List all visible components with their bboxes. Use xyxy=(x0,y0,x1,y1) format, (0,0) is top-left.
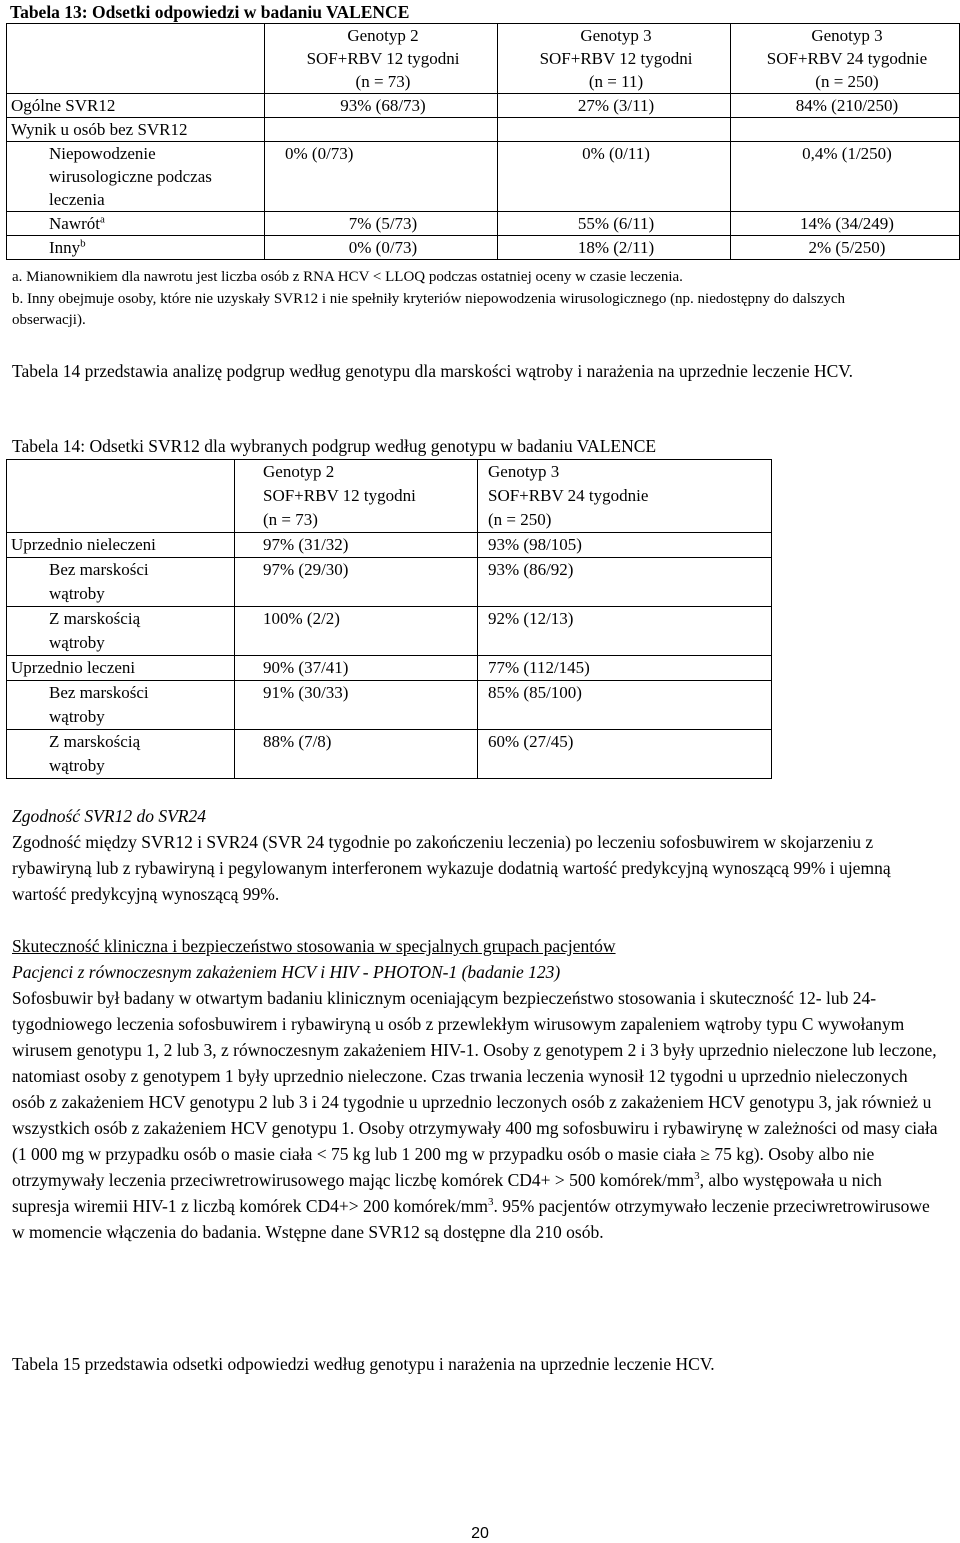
table-row xyxy=(7,236,960,260)
row-label: Ogólne SVR12 xyxy=(7,94,265,118)
photon-heading: Pacjenci z równoczesnym zakażeniem HCV i HIV - PHOTON-1 (badanie 123) xyxy=(12,962,561,982)
cell-value: 97% (31/32) xyxy=(235,533,478,558)
table-row xyxy=(7,533,772,558)
table13-header-col1 xyxy=(265,24,498,94)
cell-value: 91% (30/33) xyxy=(235,681,478,730)
cell-value: 14% (34/249) xyxy=(731,212,960,236)
footnote-marker: b xyxy=(80,237,86,250)
table-row xyxy=(7,212,960,236)
cell-value: 93% (68/73) xyxy=(265,94,498,118)
table-row xyxy=(7,94,960,118)
header-genotype: Genotyp 3 xyxy=(580,26,652,45)
cell-value: 93% (86/92) xyxy=(478,558,772,607)
table13 xyxy=(6,23,960,260)
table14-header-empty xyxy=(7,460,235,533)
cell-value: 7% (5/73) xyxy=(265,212,498,236)
row-label: Bez marskości wątroby xyxy=(7,558,235,607)
cell-value: 18% (2/11) xyxy=(498,236,731,260)
cell-value xyxy=(498,118,731,142)
superscript-3: 3 xyxy=(487,1196,494,1209)
cell-value: 92% (12/13) xyxy=(478,607,772,656)
row-label: Niepowodzenie wirusologiczne podczas leczenia xyxy=(7,142,265,212)
cell-value: 0% (0/73) xyxy=(265,236,498,260)
header-n: (n = 73) xyxy=(263,510,318,529)
table14-caption: Tabela 14: Odsetki SVR12 dla wybranych podgrup według genotypu w badaniu VALENCE xyxy=(12,436,657,456)
concordance-heading: Zgodność SVR12 do SVR24 xyxy=(12,806,206,826)
header-regimen: SOF+RBV 12 tygodni xyxy=(306,49,460,68)
header-n: (n = 250) xyxy=(815,72,879,91)
table13-header-empty xyxy=(7,24,265,94)
header-n: (n = 11) xyxy=(588,72,644,91)
cell-value xyxy=(265,118,498,142)
header-genotype: Genotyp 2 xyxy=(347,26,419,45)
cell-value: 0% (0/73) xyxy=(265,142,498,212)
table-row xyxy=(7,558,772,607)
cell-value xyxy=(731,118,960,142)
cell-value: 85% (85/100) xyxy=(478,681,772,730)
table-row xyxy=(7,142,960,212)
header-genotype: Genotyp 3 xyxy=(811,26,883,45)
cell-value: 97% (29/30) xyxy=(235,558,478,607)
table13-footnote-a: a. Mianownikiem dla nawrotu jest liczba osób z RNA HCV < LLOQ podczas ostatniej oceny w czasie leczenia. xyxy=(12,269,683,285)
table13-header-col2 xyxy=(498,24,731,94)
header-genotype: Genotyp 3 xyxy=(488,462,560,481)
table13-caption: Tabela 13: Odsetki odpowiedzi w badaniu VALENCE xyxy=(10,2,410,22)
row-label: Z marskością wątroby xyxy=(7,730,235,779)
cell-value: 0,4% (1/250) xyxy=(731,142,960,212)
table15-intro: Tabela 15 przedstawia odsetki odpowiedzi według genotypu i narażenia na uprzednie leczenie HCV. xyxy=(12,1354,715,1374)
cell-value: 84% (210/250) xyxy=(731,94,960,118)
special-populations-heading: Skuteczność kliniczna i bezpieczeństwo stosowania w specjalnych grupach pacjentów xyxy=(12,936,616,956)
table13-footnote-b: b. Inny obejmuje osoby, które nie uzyskały SVR12 i nie spełniły kryteriów niepowodzenia wirusologicznego (np. niedostępny do dalszych obserwacji). xyxy=(12,291,846,328)
header-regimen: SOF+RBV 12 tygodni xyxy=(539,49,693,68)
table14-intro: Tabela 14 przedstawia analizę podgrup według genotypu dla marskości wątroby i narażenia na uprzednie leczenie HCV. xyxy=(12,361,854,381)
photon-text: Sofosbuwir był badany w otwartym badaniu klinicznym oceniającym bezpieczeństwo stosowania i skuteczność 12- lub 24-tygodniowego leczenia sofosbuwirem i rybawiryną u osób z przewlekłym wirusowym zapaleniem wątroby typu C wywołanym wirusem genotypu 1, 2 lub 3, z równoczesnym zakażeniem HIV-1. Osoby z genotypem 2 i 3 były uprzednio nieleczone lub leczone, natomiast osoby z genotypem 1 były uprzednio nieleczone. Czas trwania leczenia wynosił 12 tygodni u uprzednio nieleczonych osób z zakażeniem HCV genotypu 2 lub 3 i 24 tygodnie u uprzednio leczonych osób z zakażeniem HCV genotypu 3, jak również u wszystkich osób z zakażeniem HCV genotypu 1. Osoby otrzymywały 400 mg sofosbuwiru i rybawirynę w zależności od masy ciała (1 000 mg w przypadku osób o masie ciała < 75 kg lub 1 200 mg w przypadku osób o masie ciała ≥ 75 kg). Osoby albo nie otrzymywały leczenia przeciwretrowirusowego mając liczbę komórek CD4+ > 500 komórek/$mm^3$, albo występowała u nich supresja wiremii HIV-1 z liczbą komórek CD4+> 200 komórek/$mm^3$. 95% pacjentów otrzymywało leczenie przeciwretrowirusowe w momencie włączenia do badania. Wstępne dane SVR12 są dostępne dla 210 osób. xyxy=(12,988,938,1242)
superscript-3: 3 xyxy=(694,1170,700,1183)
cell-value: 93% (98/105) xyxy=(478,533,772,558)
cell-value: 55% (6/11) xyxy=(498,212,731,236)
row-label: Uprzednio nieleczeni xyxy=(7,533,235,558)
table13-header-col3 xyxy=(731,24,960,94)
table14 xyxy=(6,459,772,779)
header-regimen: SOF+RBV 24 tygodnie xyxy=(766,49,928,68)
table-row xyxy=(7,656,772,681)
cell-value: 90% (37/41) xyxy=(235,656,478,681)
table13-header-row xyxy=(7,24,960,94)
table-row xyxy=(7,118,960,142)
table-row xyxy=(7,681,772,730)
header-genotype: Genotyp 2 xyxy=(263,462,335,481)
row-label: Z marskością wątroby xyxy=(7,607,235,656)
row-label: Uprzednio leczeni xyxy=(7,656,235,681)
header-regimen: SOF+RBV 12 tygodni xyxy=(263,486,416,505)
cell-value: 2% (5/250) xyxy=(731,236,960,260)
header-n: (n = 73) xyxy=(355,72,411,91)
table-row xyxy=(7,607,772,656)
row-label: Inny$^b$ xyxy=(7,236,265,260)
table14-header-col2 xyxy=(478,460,772,533)
table-row xyxy=(7,730,772,779)
row-label: Nawrót$^a$ xyxy=(7,212,265,236)
concordance-text: Zgodność między SVR12 i SVR24 (SVR 24 tygodnie po zakończeniu leczenia) po leczeniu sofosbuwirem w skojarzeniu z rybawiryną lub z rybawiryną i pegylowanym interferonem wykazuje dodatnią wartość predykcyjną wynoszącą 99% i ujemną wartość predykcyjną wynoszącą 99%. xyxy=(12,832,891,904)
cell-value: 100% (2/2) xyxy=(235,607,478,656)
cell-value: 77% (112/145) xyxy=(478,656,772,681)
header-regimen: SOF+RBV 24 tygodnie xyxy=(488,486,649,505)
cell-value: 0% (0/11) xyxy=(498,142,731,212)
table14-header-row xyxy=(7,460,772,533)
cell-value: 88% (7/8) xyxy=(235,730,478,779)
table14-header-col1 xyxy=(235,460,478,533)
header-n: (n = 250) xyxy=(488,510,552,529)
cell-value: 60% (27/45) xyxy=(478,730,772,779)
row-label: Bez marskości wątroby xyxy=(7,681,235,730)
footnote-marker: a xyxy=(99,213,105,226)
page-number: 20 xyxy=(471,1525,489,1542)
row-label: Wynik u osób bez SVR12 xyxy=(7,118,265,142)
cell-value: 27% (3/11) xyxy=(498,94,731,118)
